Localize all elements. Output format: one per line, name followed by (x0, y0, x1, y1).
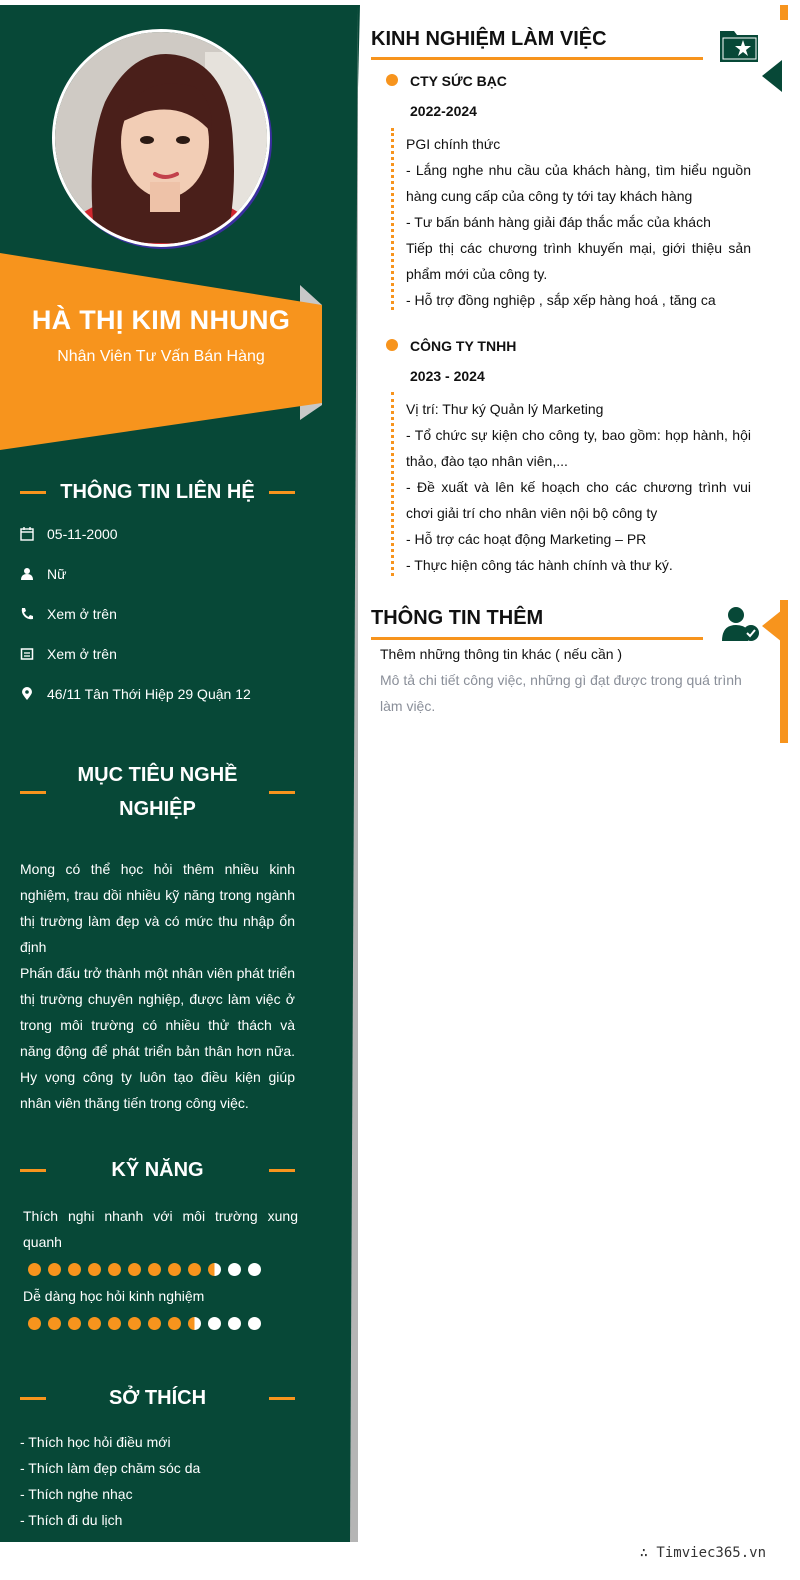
job-line: - Hỗ trợ đồng nghiệp , sắp xếp hàng hoá , tăng ca (406, 292, 716, 308)
objective-text: Mong có thể học hỏi thêm nhiều kinh nghiệm, trau dồi nhiều kỹ năng trong ngành thị trường làm đẹp và có mức thu nhập ổn định Phấn đấu trở thành một nhân viên phát triển thị trường chuyên nghiệp, được làm việc ở trong môi trường có nhiều thử thách và năng động để phát triển bản thân hơn nữa. Hy vọng công ty luôn tạo điều kiện giúp nhân viên thăng tiến trong công việc. (20, 861, 295, 1111)
footer-brand: ∴ Timviec365.vn (639, 1545, 766, 1561)
skill-dot (208, 1317, 221, 1330)
candidate-name: HÀ THỊ KIM NHUNG (31, 305, 291, 335)
contact-section-header (20, 475, 295, 509)
job-company: CÔNG TY TNHH (410, 338, 517, 354)
job-line: - Hỗ trợ các hoạt động Marketing – PR (406, 531, 647, 547)
hobbies-section-title: SỞ THÍCH (108, 1387, 207, 1409)
phone-icon (20, 607, 34, 621)
header-dash-left (20, 1397, 46, 1400)
job-timeline (391, 128, 394, 310)
skill-dot (48, 1317, 61, 1330)
skill-dot (128, 1317, 141, 1330)
skill-dot (48, 1263, 61, 1276)
skill-dot (248, 1317, 261, 1330)
extra-info (380, 641, 750, 719)
extra-title-underline (371, 637, 703, 640)
experience-title-underline (371, 57, 703, 60)
extra-line: Thêm những thông tin khác ( nếu cần ) (380, 646, 623, 662)
skill-dot (128, 1263, 141, 1276)
skill-dot (148, 1317, 161, 1330)
contact-value: Xem ở trên (47, 646, 117, 662)
extra-section-title: THÔNG TIN THÊM (371, 607, 544, 629)
header-dash-left (20, 791, 46, 794)
job-bullet (386, 74, 398, 86)
skill-dot (148, 1263, 161, 1276)
calendar-icon (20, 527, 34, 541)
skill-dot (108, 1317, 121, 1330)
job-line: - Thực hiện công tác hành chính và thư ký. (406, 557, 673, 573)
skill-dot (28, 1317, 41, 1330)
contact-phone (20, 606, 310, 622)
portrait-photo (55, 32, 267, 244)
user-icon (20, 567, 34, 581)
skill-dot (168, 1263, 181, 1276)
job-timeline (391, 392, 394, 576)
hobbies-section-header (20, 1381, 295, 1415)
header-dash-left (20, 1169, 46, 1172)
hobby-item: - Thích đi du lịch (20, 1512, 123, 1528)
job-line: - Đề xuất và lên kế hoạch cho các chương trình vui chơi giải trí cho nhân viên nội bộ công ty (406, 479, 751, 521)
job-line: - Lắng nghe nhu cầu của khách hàng, tìm hiểu nguồn hàng cung cấp của công ty tới tay khách hàng (406, 162, 751, 204)
location-icon (20, 687, 34, 701)
header-dash-left (20, 491, 46, 494)
arrow-marker-icon (762, 610, 782, 647)
hobby-item: - Thích học hỏi điều mới (20, 1434, 171, 1450)
skill-label: Thích nghi nhanh với môi trường xung quanh (23, 1208, 298, 1250)
contact-gender (20, 566, 310, 582)
skill-dot (188, 1263, 201, 1276)
skill-dot (68, 1263, 81, 1276)
job-period: 2022-2024 (410, 103, 477, 119)
job-line: Tiếp thị các chương trình khuyến mại, giới thiệu sản phẩm mới của công ty. (406, 240, 751, 282)
experience-section-title: KINH NGHIỆM LÀM VIỆC (371, 28, 607, 50)
skill-rating (28, 1263, 261, 1276)
skill-dot (228, 1317, 241, 1330)
skill-dot (188, 1317, 201, 1330)
job-description (406, 396, 751, 578)
skill-rating (28, 1317, 261, 1330)
contact-birthdate (20, 526, 310, 542)
contact-value: 46/11 Tân Thới Hiệp 29 Quận 12 (47, 686, 251, 702)
skill-dot (168, 1317, 181, 1330)
job-line: - Tư bấn bánh hàng giải đáp thắc mắc của khách (406, 214, 711, 230)
email-icon (20, 647, 34, 661)
header-dash-right (269, 1397, 295, 1400)
header-dash-right (269, 491, 295, 494)
extra-description: Mô tả chi tiết công việc, những gì đạt được trong quá trình làm việc. (380, 672, 742, 714)
job-line: Vị trí: Thư ký Quản lý Marketing (406, 401, 604, 417)
skills-section-title: KỸ NĂNG (111, 1159, 204, 1181)
job-line: - Tổ chức sự kiện cho công ty, bao gồm: họp hành, hội thảo, đào tạo nhân viên,... (406, 427, 751, 469)
skill-dot (88, 1317, 101, 1330)
skill-dot (248, 1263, 261, 1276)
skills-section-header (20, 1153, 295, 1187)
skill-dot (88, 1263, 101, 1276)
skill-label: Dễ dàng học hỏi kinh nghiệm (23, 1288, 205, 1304)
hobby-item: - Thích làm đẹp chăm sóc da (20, 1460, 201, 1476)
header-dash-right (269, 791, 295, 794)
skill-dot (28, 1263, 41, 1276)
contact-address (20, 686, 310, 702)
job-period: 2023 - 2024 (410, 368, 485, 384)
objective-section-title: MỤC TIÊU NGHỀ NGHIỆP (77, 764, 238, 820)
header-dash-right (269, 1169, 295, 1172)
contact-value: Xem ở trên (47, 606, 117, 622)
contact-email (20, 646, 310, 662)
arrow-marker-icon (762, 60, 782, 97)
skill-dot (108, 1263, 121, 1276)
skill-dot (208, 1263, 221, 1276)
job-bullet (386, 339, 398, 351)
job-line: PGI chính thức (406, 136, 501, 152)
right-accent-strip (780, 5, 788, 20)
hobby-item: - Thích nghe nhạc (20, 1486, 133, 1502)
job-description (406, 131, 751, 313)
name-block (0, 305, 322, 366)
folder-star-icon (719, 27, 759, 68)
job-company: CTY SỨC BẠC (410, 73, 507, 89)
skill-dot (68, 1317, 81, 1330)
contact-value: Nữ (47, 566, 67, 582)
objective-section-header (20, 758, 295, 826)
candidate-role: Nhân Viên Tư Vấn Bán Hàng (57, 348, 265, 365)
contact-value: 05-11-2000 (47, 526, 118, 542)
avatar (52, 29, 270, 247)
skill-dot (228, 1263, 241, 1276)
contact-section-title: THÔNG TIN LIÊN HỆ (60, 481, 255, 503)
